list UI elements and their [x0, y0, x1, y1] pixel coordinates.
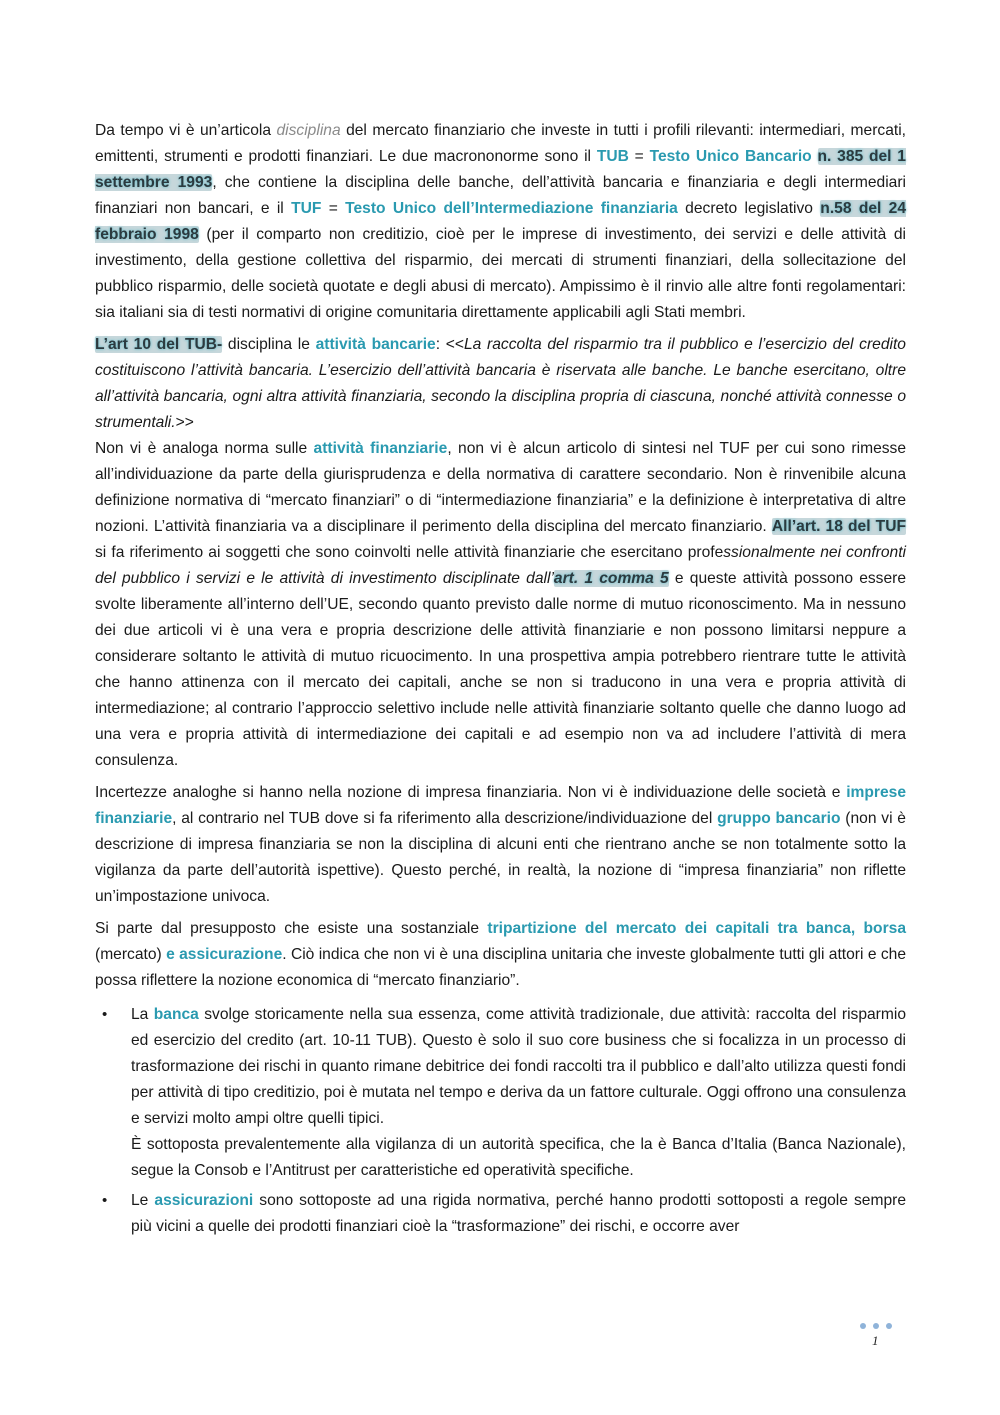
term-tub: TUB [596, 148, 629, 165]
list-item-banca [95, 1002, 906, 1184]
text-run: sono sottoposte ad una rigida normativa, perché hanno prodotti sottoposti a regole sempre più vicini a quelle dei prodotti finanziari cioè la “trasformazione” dei rischi, e occorre aver [131, 1192, 906, 1235]
paragraph-art10 [95, 332, 906, 436]
term-attivita-bancarie: attività bancarie [315, 336, 436, 353]
quote-art-10: La raccolta del risparmio tra il pubblico e l’esercizio del credito costituiscono l’attività bancaria. L’esercizio dell’attività bancaria è riservata alle banche. Le banche esercitano, oltre all’attività bancaria, ogni altra attività finanziaria, secondo la disciplina propria di ciascuna, nonché attività connesse o strumentali. [95, 336, 906, 431]
term-testo-unico-bancario: Testo Unico Bancario [649, 148, 812, 165]
text-run: = [628, 148, 650, 165]
term-disciplina: disciplina [276, 122, 341, 139]
bullet-list [95, 1002, 906, 1240]
term-attivita-finanziarie: attività finanziarie [313, 440, 448, 457]
list-item-assicurazioni [95, 1188, 906, 1240]
text-run: si fa riferimento ai soggetti che sono coinvolti nelle attività finanziarie che esercitano profe [95, 544, 724, 561]
text-run: , non vi è alcun articolo di sintesi nel TUF per cui sono rimesse all’individuazione da parte della giurisprudenza e della normativa di carattere secondario. Non è rinvenibile alcuna definizione normativa di “mercato finanziari” o di “intermediazione finanziaria” e la definizione è interpretativa di altre nozioni. L’attività finanziaria va a disciplinare il perimento della disciplina del mercato finanziario. [95, 440, 907, 535]
term-imprese-finanziarie: imprese finanziarie [95, 784, 906, 827]
text-run: (per il comparto non creditizio, cioè per le imprese di investimento, dei servizi e delle attività di investimento, della gestione collettiva del risparmio, dei mercati di strumenti finanziari, della sollecitazione del pubblico risparmio, delle società quotate e degli abusi di mercato). Ampissimo è il rinvio alle altre fonti regolamentari: sia italiani sia di testi normativi di origine comunitaria direttamente applicabili agli Stati membri. [95, 226, 907, 321]
highlight-tub-reference: n. 385 del 1 settembre 1993 [95, 148, 906, 191]
list-item-text [131, 1188, 906, 1240]
highlight-art-1-comma-5: art. 1 comma 5 [553, 570, 669, 587]
text-run: , al contrario nel TUB dove si fa riferimento alla descrizione/individuazione del [172, 810, 718, 827]
term-assicurazione: e assicurazione [166, 946, 283, 963]
text-run: Non vi è analoga norma sulle [95, 440, 314, 457]
text-run: = [321, 200, 346, 217]
term-assicurazioni: assicurazioni [154, 1192, 254, 1209]
text-run: Le [131, 1192, 155, 1209]
italic-run: ssionalmente nei confronti del pubblico i servizi e le attività di investimento disciplinate dall’ [95, 544, 906, 587]
text-run: decreto legislativo [677, 200, 821, 217]
text-run: (non vi è descrizione di impresa finanziaria se non la disciplina di alcuni enti che rientrano anche se non totalmente sotto la vigilanza da parte dell’autorità ispettive). Questo perché, in realtà, la nozione di “impresa finanziaria” non riflette un’impostazione univoca. [95, 810, 906, 905]
text-run: (mercato) [95, 946, 167, 963]
text-run: Da tempo vi è un’articola [95, 122, 277, 139]
paragraph-intro [95, 118, 906, 326]
text-run: del mercato finanziario che investe in tutti i profili rilevanti: intermediari, mercati, emittenti, strumenti e prodotti finanziari. Le due macrononorme sono il [95, 122, 906, 165]
text-run: e queste attività possono essere svolte liberamente all’interno dell’UE, secondo quanto previsto dalle norme di mutuo riconoscimento. Ma in nessuno dei due articoli vi è una vera e propria descrizione delle attività finanziarie e non possono limitarsi neppure a considerare soltanto le attività di mutuo ricuocimento. In una prospettiva ampia potrebbero rientrare tutte le attività che hanno attinenza con il mercato dei capitali, anche se non si traducono in una vera e propria attività di intermediazione; al contrario l’approccio selettivo include nelle attività finanziarie soltanto quelle che danno luogo ad una vera e propria attività di intermediazione dei capitali e ad esempio non va ad includere l’attività di mera consulenza. [95, 570, 907, 769]
text-run: La [131, 1006, 154, 1023]
term-gruppo-bancario: gruppo bancario [717, 810, 841, 827]
list-item-text: È sottoposta prevalentemente alla vigilanza di un autorità specifica, che la è Banca d’Italia (Banca Nazionale), segue la Consob e l’Antitrust per caratteristiche ed operatività specifiche. [131, 1136, 906, 1179]
term-tripartizione: tripartizione del mercato dei capitali tra banca, borsa [487, 920, 906, 937]
text-run: Incertezze analoghe si hanno nella nozione di impresa finanziaria. Non vi è individuazione delle società e [95, 784, 847, 801]
text-run: >> [175, 414, 194, 431]
term-banca: banca [153, 1006, 199, 1023]
footer-dots-icon [860, 1323, 896, 1333]
text-run: svolge storicamente nella sua essenza, come attività tradizionale, due attività: raccolta del risparmio ed esercizio del credito (art. 10-11 TUB). Questo è solo il suo core business che si focalizza in un processo di trasformazione dei rischi in quanto rimane debitrice dei fondi raccolti tra il pubblico e dall’alto utilizza questi fondi per attività di tipo creditizio, poi è mutata nel tempo e deriva da un fattore culturale. Oggi offrono una consulenza e servizi molto ampi oltre quelli tipici. [131, 1006, 906, 1127]
page-number: 1 [872, 1333, 879, 1348]
text-run [812, 148, 818, 165]
list-item-text [131, 1002, 906, 1132]
text-run: . Ciò indica che non vi è una disciplina unitaria che investe globalmente tutti gli attori e che possa riflettere la nozione economica di “mercato finanziario”. [95, 946, 906, 989]
paragraph-attivita-finanziarie [95, 436, 906, 774]
paragraph-impresa-finanziaria [95, 780, 906, 910]
highlight-art-10-tub: L’art 10 del TUB- [95, 336, 223, 353]
text-run: : << [435, 336, 464, 353]
text-run: , che contiene la disciplina delle banche, dell’attività bancaria e finanziaria e degli intermediari finanziari non bancari, e il [95, 174, 906, 217]
text-run: disciplina le [222, 336, 316, 353]
text-run: Si parte dal presupposto che esiste una sostanziale [95, 920, 488, 937]
term-testo-unico-intermediazione: Testo Unico dell’Intermediazione finanziaria [345, 200, 678, 217]
highlight-tuf-reference: n.58 del 24 febbraio 1998 [95, 200, 907, 243]
bullet-icon: • [102, 1192, 108, 1209]
document-body [95, 118, 906, 1242]
term-tuf: TUF [291, 200, 322, 217]
bullet-icon: • [102, 1006, 108, 1023]
paragraph-tripartizione [95, 916, 906, 994]
highlight-art-18-tuf: All’art. 18 del TUF [771, 518, 906, 535]
